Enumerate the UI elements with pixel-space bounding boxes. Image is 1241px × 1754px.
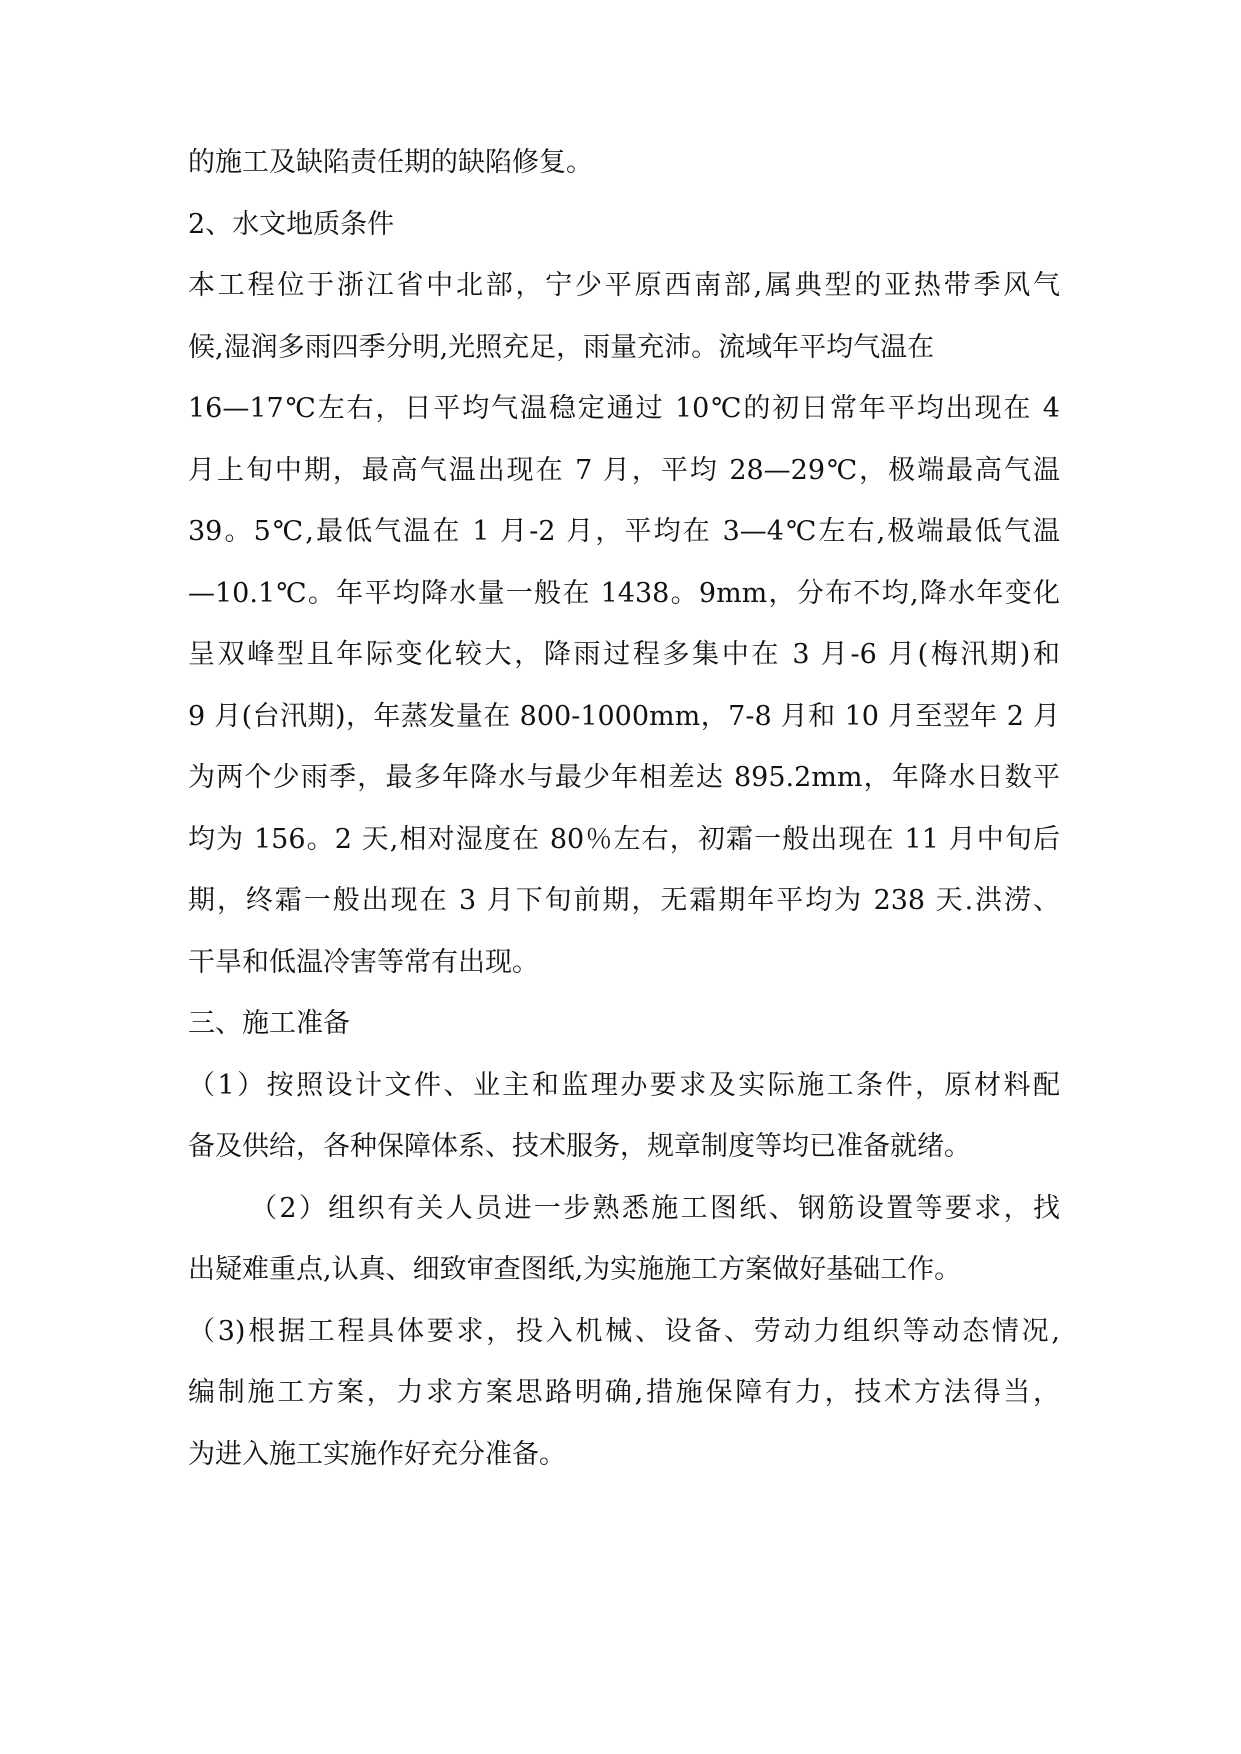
paragraph-line: 16—17℃左右，日平均气温稳定通过 10℃的初日常年平均出现在 4 — [188, 393, 1060, 424]
paragraph-line: 备及供给，各种保障体系、技术服务，规章制度等均已准备就绪。 — [188, 1131, 971, 1162]
section-heading-hydrogeology: 2、水文地质条件 — [188, 209, 395, 240]
paragraph-line: （1）按照设计文件、业主和监理办要求及实际施工条件，原材料配 — [188, 1070, 1060, 1101]
paragraph-line: 出疑难重点,认真、细致审查图纸,为实施施工方案做好基础工作。 — [188, 1254, 962, 1285]
paragraph-line: 9 月(台汛期)，年蒸发量在 800-1000mm，7-8 月和 10 月至翌年 2 月 — [188, 701, 1060, 732]
paragraph-line: 呈双峰型且年际变化较大，降雨过程多集中在 3 月-6 月(梅汛期)和 — [188, 639, 1060, 670]
section-heading-preparation: 三、施工准备 — [188, 1008, 350, 1039]
paragraph-line: 均为 156。2 天,相对湿度在 80％左右，初霜一般出现在 11 月中旬后 — [188, 824, 1060, 855]
paragraph-line: 本工程位于浙江省中北部，宁少平原西南部,属典型的亚热带季风气 — [188, 270, 1060, 301]
paragraph-line: 为两个少雨季，最多年降水与最少年相差达 895.2mm，年降水日数平 — [188, 762, 1060, 793]
paragraph-line: 为进入施工实施作好充分准备。 — [188, 1439, 566, 1470]
paragraph-line: （2）组织有关人员进一步熟悉施工图纸、钢筋设置等要求，找 — [250, 1193, 1060, 1224]
paragraph-line: 39。5℃,最低气温在 1 月-2 月，平均在 3—4℃左右,极端最低气温 — [188, 516, 1060, 547]
paragraph-line: 候,湿润多雨四季分明,光照充足，雨量充沛。流域年平均气温在 — [188, 332, 935, 363]
paragraph-line: —10.1℃。年平均降水量一般在 1438。9mm，分布不均,降水年变化 — [188, 578, 1060, 609]
paragraph-line: （3)根据工程具体要求，投入机械、设备、劳动力组织等动态情况, — [188, 1316, 1060, 1347]
paragraph-line: 月上旬中期，最高气温出现在 7 月，平均 28—29℃，极端最高气温 — [188, 455, 1060, 486]
paragraph-line: 的施工及缺陷责任期的缺陷修复。 — [188, 147, 593, 178]
paragraph-line: 编制施工方案，力求方案思路明确,措施保障有力，技术方法得当， — [188, 1377, 1060, 1408]
paragraph-line: 干旱和低温冷害等常有出现。 — [188, 947, 539, 978]
paragraph-line: 期，终霜一般出现在 3 月下旬前期，无霜期年平均为 238 天.洪涝、 — [188, 885, 1060, 916]
